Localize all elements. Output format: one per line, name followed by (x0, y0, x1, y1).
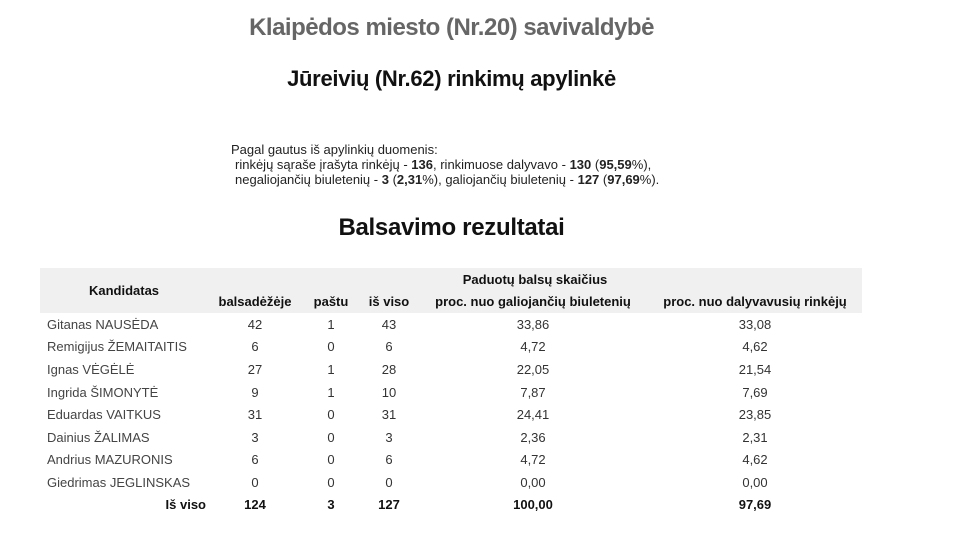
invalid-pct-close: %), galiojančių biuletenių - (422, 172, 578, 187)
votes-total: 28 (381, 361, 397, 377)
turnout-summary (231, 142, 659, 187)
votes-box: 6 (251, 339, 259, 355)
totals-mail: 3 (327, 497, 335, 513)
participated-label: , rinkimuose dalyvavo - (433, 157, 570, 172)
candidate-name: Giedrimas JEGLINSKAS (47, 474, 191, 490)
table-row (40, 381, 862, 404)
pct-participated: 4,62 (742, 339, 768, 355)
votes-mail: 0 (327, 407, 335, 423)
pct-valid: 4,72 (520, 452, 546, 468)
pct-participated: 33,08 (738, 316, 772, 332)
pct-valid: 7,87 (520, 384, 546, 400)
registered-label: rinkėjų sąraše įrašyta rinkėjų - (235, 157, 412, 172)
table-row (40, 336, 862, 359)
votes-box: 6 (251, 452, 259, 468)
candidate-name: Gitanas NAUSĖDA (47, 316, 159, 332)
col-header-pct-participated: proc. nuo dalyvavusių rinkėjų (648, 290, 862, 313)
votes-box: 9 (251, 384, 259, 400)
summary-intro: Pagal gautus iš apylinkių duomenis: (231, 142, 438, 157)
invalid-pct: 2,31 (396, 172, 423, 187)
participated-pct-open: ( (591, 157, 600, 172)
candidate-name: Remigijus ŽEMAITAITIS (47, 339, 187, 355)
candidate-name: Ignas VĖGĖLĖ (47, 361, 135, 377)
votes-box: 31 (247, 407, 263, 423)
votes-mail: 1 (327, 316, 335, 332)
totals-label: Iš viso (165, 497, 206, 513)
votes-mail: 0 (327, 474, 335, 490)
votes-mail: 0 (327, 339, 335, 355)
results-table (40, 268, 862, 516)
invalid-pct-open: ( (388, 172, 397, 187)
votes-total: 10 (381, 384, 397, 400)
votes-total: 6 (385, 339, 393, 355)
valid-pct-open: ( (599, 172, 608, 187)
votes-mail: 0 (327, 452, 335, 468)
pct-valid: 4,72 (520, 339, 546, 355)
pct-valid: 0,00 (520, 474, 546, 490)
municipality-title: Klaipėdos miesto (Nr.20) savivaldybė (249, 14, 654, 41)
table-row (40, 426, 862, 449)
pct-participated: 0,00 (742, 474, 768, 490)
pct-valid: 22,05 (516, 361, 550, 377)
valid-value: 127 (577, 172, 600, 187)
table-row (40, 449, 862, 472)
col-header-pct-valid: proc. nuo galiojančių biuletenių (418, 290, 648, 313)
pct-participated: 7,69 (742, 384, 768, 400)
col-header-mail: paštu (302, 290, 360, 313)
table-row (40, 358, 862, 381)
summary-line-ballots (231, 172, 659, 187)
totals-row (40, 494, 862, 516)
district-title: Jūreivių (Nr.62) rinkimų apylinkė (287, 66, 616, 91)
votes-mail: 1 (327, 384, 335, 400)
pct-participated: 2,31 (742, 429, 768, 445)
invalid-value: 3 (381, 172, 389, 187)
candidate-name: Ingrida ŠIMONYTĖ (47, 384, 159, 400)
votes-mail: 1 (327, 361, 335, 377)
votes-box: 3 (251, 429, 259, 445)
valid-pct: 97,69 (607, 172, 640, 187)
pct-participated: 21,54 (738, 361, 772, 377)
col-header-total: iš viso (360, 290, 418, 313)
valid-pct-close: %). (639, 172, 660, 187)
invalid-label: negaliojančių biuletenių - (235, 172, 382, 187)
pct-participated: 4,62 (742, 452, 768, 468)
votes-mail: 0 (327, 429, 335, 445)
pct-valid: 24,41 (516, 407, 550, 423)
votes-total: 43 (381, 316, 397, 332)
totals-box: 124 (244, 497, 266, 513)
table-row (40, 471, 862, 494)
pct-participated: 23,85 (738, 407, 772, 423)
candidate-name: Dainius ŽALIMAS (47, 429, 150, 445)
votes-box: 42 (247, 316, 263, 332)
votes-box: 0 (251, 474, 259, 490)
col-group-header-votes: Paduotų balsų skaičius (208, 268, 862, 290)
table-row (40, 313, 862, 336)
participated-value: 130 (569, 157, 592, 172)
votes-box: 27 (247, 361, 263, 377)
votes-total: 31 (381, 407, 397, 423)
totals-total: 127 (378, 497, 400, 513)
col-header-candidate: Kandidatas (40, 268, 208, 313)
totals-pct-participated: 97,69 (738, 497, 772, 513)
candidate-name: Eduardas VAITKUS (47, 407, 161, 423)
votes-total: 3 (385, 429, 393, 445)
totals-pct-valid: 100,00 (513, 497, 553, 513)
votes-total: 0 (385, 474, 393, 490)
pct-valid: 2,36 (520, 429, 546, 445)
results-title: Balsavimo rezultatai (338, 214, 565, 241)
candidate-name: Andrius MAZURONIS (47, 452, 173, 468)
col-header-box: balsadėžėje (208, 290, 302, 313)
summary-line-registered (231, 157, 659, 172)
pct-valid: 33,86 (516, 316, 550, 332)
votes-total: 6 (385, 452, 393, 468)
participated-pct: 95,59 (599, 157, 632, 172)
registered-value: 136 (411, 157, 433, 172)
participated-pct-close: %), (631, 157, 652, 172)
table-row (40, 403, 862, 426)
